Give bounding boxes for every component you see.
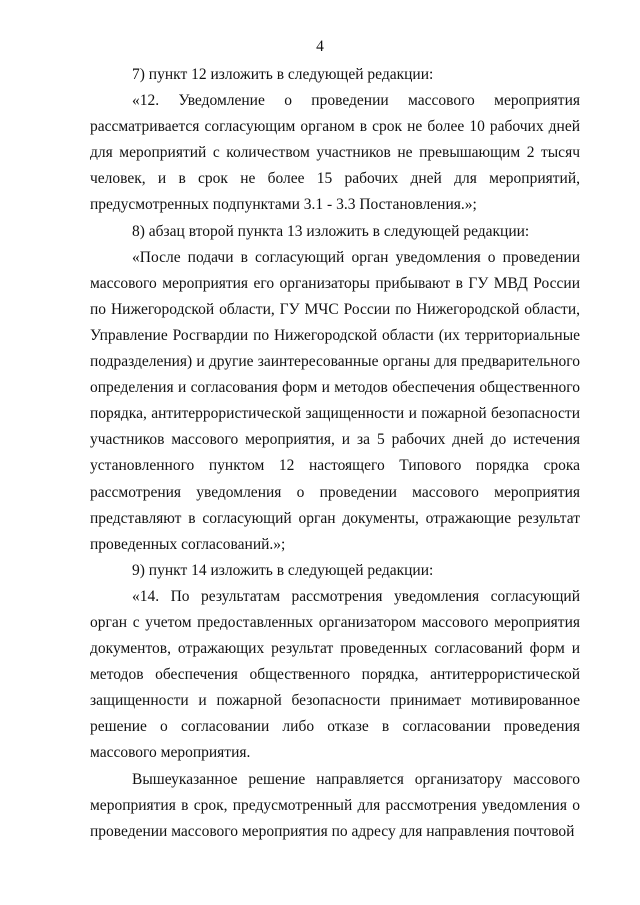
paragraph-item-9-heading: 9) пункт 14 изложить в следующей редакции:: [132, 561, 434, 579]
paragraph-item-7-heading: 7) пункт 12 изложить в следующей редакции:: [132, 66, 434, 83]
paragraph-item-13-text: «После подачи в согласующий орган уведомления о проведении массового мероприятия его организаторы прибывают в ГУ МВД России по Нижегородской области, ГУ МЧС России по Нижегородской области, Управление Росгвардии по Нижегородской области (их территориальные подразделения) и другие заинтересованные органы для предварительного определения и согласования форм и методов обеспечения общественного порядка, антитеррористической защищенности и пожарной безопасности участников массового мероприятия, и за 5 рабочих дней до истечения установленного пунктом 12 настоящего Типового порядка срока рассмотрения уведомления о проведении массового мероприятия представляют в согласующий орган документы, отражающие результат проведенных согласований.»;: [90, 248, 580, 553]
page-number: 4: [316, 38, 324, 55]
paragraph-item-14-text: «14. По результатам рассмотрения уведомления согласующий орган с учетом предоставленных организатором массового мероприятия документов, отражающих результат проведенных согласований форм и методов обеспечения общественного порядка, антитеррористической защищенности и пожарной безопасности принимает мотивированное решение о согласовании либо отказе в согласовании проведения массового мероприятия.: [90, 587, 580, 762]
paragraph-item-8-heading: 8) абзац второй пункта 13 изложить в следующей редакции:: [132, 222, 530, 240]
document-body: [90, 62, 580, 845]
paragraph-decision-text: Вышеуказанное решение направляется организатору массового мероприятия в срок, предусмотренный для рассмотрения уведомления о проведении массового мероприятия по адресу для направления почтовой: [90, 770, 580, 840]
paragraph-item-12-text: «12. Уведомление о проведении массового мероприятия рассматривается согласующим органом в срок не более 10 рабочих дней для мероприятий с количеством участников не превышающим 2 тысяч человек, и в срок не более 15 рабочих дней для мероприятий, предусмотренных подпунктами 3.1 - 3.3 Постановления.»;: [90, 92, 580, 214]
